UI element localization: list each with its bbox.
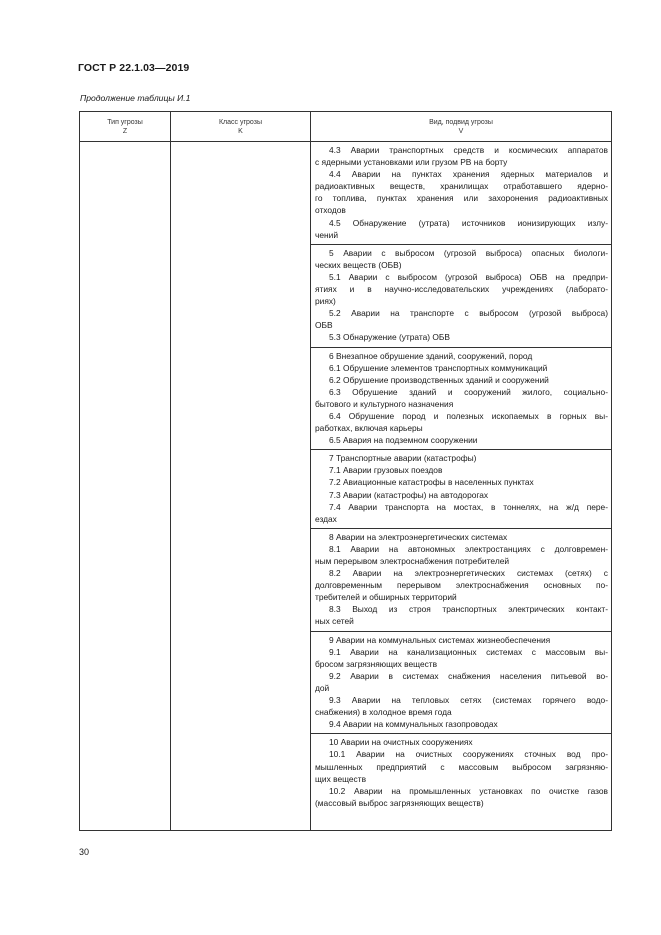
threat-kind-line: ным перерывом электроснабжения потребителей (315, 556, 510, 566)
header-threat-class-title: Класс угрозы (218, 118, 262, 126)
table-header-row (80, 112, 611, 142)
threat-kind-line: 10.2 Аварии на промышленных установках по очистке газов (329, 785, 608, 796)
header-threat-type-symbol: Z (122, 127, 128, 135)
threat-kind-line: чений (315, 229, 339, 240)
threat-kind-line: 9 Аварии на коммунальных системах жизнеобеспечения (329, 634, 551, 645)
threat-kind-line: бытового и культурного назначения (315, 398, 454, 409)
threat-kind-line: дой (315, 682, 330, 693)
threat-kind-line: 6.4 Обрушение пород и полезных ископаемых в горных вы- (329, 410, 608, 421)
threat-kind-line: риях) (315, 296, 336, 307)
threat-kind-line: 6.5 Авария на подземном сооружении (329, 435, 478, 446)
threat-kind-line: (массовый выброс загрязняющих веществ) (315, 797, 484, 808)
threat-kind-line: 9.1 Аварии на канализационных системах с массовым вы- (329, 646, 608, 657)
table-row (311, 734, 611, 812)
threat-kind-line: 6 Внезапное обрушение зданий, сооружений, пород (329, 350, 533, 361)
header-threat-kind-symbol: V (458, 127, 464, 135)
threat-kind-line: 6.1 Обрушение элементов транспортных коммуникаций (329, 362, 548, 373)
threat-kind-line: 8.2 Аварии на электроэнергетических системах (сетях) с (329, 568, 608, 579)
threat-kind-line: 7.1 Аварии грузовых поездов (329, 465, 443, 476)
threat-kind-line: 7.3 Аварии (катастрофы) на автодорогах (329, 489, 489, 500)
threat-kind-line: 8 Аварии на электроэнергетических системах (329, 531, 508, 542)
table-row (311, 348, 611, 451)
threat-kind-line: 6.2 Обрушение производственных зданий и сооружений (329, 374, 549, 385)
threat-kind-line: 10 Аварии на очистных сооружениях (329, 737, 473, 748)
header-threat-class (171, 112, 311, 141)
threat-kind-line: го топлива, пунктах хранения или захоронения радиоактивных (315, 193, 608, 204)
threat-kind-line: требителей и обширных территорий (315, 592, 457, 603)
threat-kind-line: 7.4 Аварии транспорта на мостах, в тоннелях, на ж/д пере- (329, 501, 608, 512)
threat-kind-line: ческих веществ (ОБВ) (315, 259, 402, 270)
table-row (311, 529, 611, 632)
threat-kind-column (311, 142, 611, 812)
document-code: ГОСТ Р 22.1.03—2019 (78, 62, 190, 74)
threat-kind-line: 4.5 Обнаружение (утрата) источников ионизирующих излу- (329, 217, 608, 228)
threat-kind-line: снабжения) в холодное время года (315, 707, 452, 718)
threat-kind-line: 4.4 Аварии на пунктах хранения ядерных материалов и (329, 169, 608, 180)
threat-kind-line: 5.2 Аварии на транспорте с выбросом (угрозой выброса) (329, 308, 608, 319)
threat-kind-line: 10.1 Аварии на очистных сооружениях сточных вод про- (329, 749, 608, 760)
threat-kind-line: долговременным перерывом электроснабжения основных по- (315, 580, 608, 591)
threat-kind-line: 7 Транспортные аварии (катастрофы) (329, 453, 477, 464)
threat-kind-line: 8.1 Аварии на автономных электростанциях с долговремен- (329, 543, 608, 554)
threat-kind-line: ятиях и в научно-исследовательских учреждениях (лаборато- (315, 284, 608, 295)
threat-kind-line: 9.3 Аварии на тепловых сетях (системах горячего водо- (329, 695, 608, 706)
header-threat-type (80, 112, 171, 141)
threat-kind-line: бросом загрязняющих веществ (315, 658, 438, 669)
table-continuation-title: Продолжение таблицы И.1 (80, 93, 191, 103)
column-divider-type (170, 142, 171, 830)
header-threat-kind (311, 112, 611, 141)
page-number: 30 (79, 847, 90, 857)
threat-kind-line: щих веществ (315, 773, 367, 784)
threat-kind-line: 9.4 Аварии на коммунальных газопроводах (329, 719, 498, 730)
threat-kind-line: 9.2 Аварии в системах снабжения населения питьевой во- (329, 670, 608, 681)
header-threat-kind-title: Вид, подвид угрозы (429, 118, 493, 126)
threat-kind-line: 8.3 Выход из строя транспортных электрических контакт- (329, 604, 608, 615)
threat-table (79, 111, 612, 831)
threat-kind-line: 6.3 Обрушение зданий и сооружений жилого, социально- (329, 386, 608, 397)
threat-kind-line: 4.3 Аварии транспортных средств и космических аппаратов (329, 145, 608, 155)
threat-kind-line: 7.2 Авиационные катастрофы в населенных пунктах (329, 477, 534, 488)
header-threat-class-symbol: K (238, 127, 243, 135)
threat-kind-line: мышленных предприятий с массовым выбросом загрязняю- (315, 761, 608, 772)
table-row (311, 632, 611, 735)
threat-kind-line: 5 Аварии с выбросом (угрозой выброса) опасных биологи- (329, 247, 608, 258)
threat-kind-line: ных сетей (315, 616, 354, 627)
threat-kind-line: работках, включая карьеры (315, 423, 423, 434)
table-row (311, 142, 611, 245)
table-row (311, 450, 611, 529)
threat-kind-line: 5.1 Аварии с выбросом (угрозой выброса) ОБВ на предпри- (329, 271, 608, 282)
threat-kind-line: отходов (315, 205, 346, 216)
header-threat-type-title: Тип угрозы (107, 118, 143, 126)
threat-kind-line: радиоактивных веществ, хранилищах отработавшего ядерно- (315, 181, 608, 192)
table-row (311, 245, 611, 348)
threat-kind-line: ОБВ (315, 320, 333, 331)
threat-kind-line: 5.3 Обнаружение (утрата) ОБВ (329, 332, 451, 343)
threat-kind-line: с ядерными установками или грузом РВ на борту (315, 157, 508, 168)
threat-kind-line: ездах (315, 513, 337, 524)
